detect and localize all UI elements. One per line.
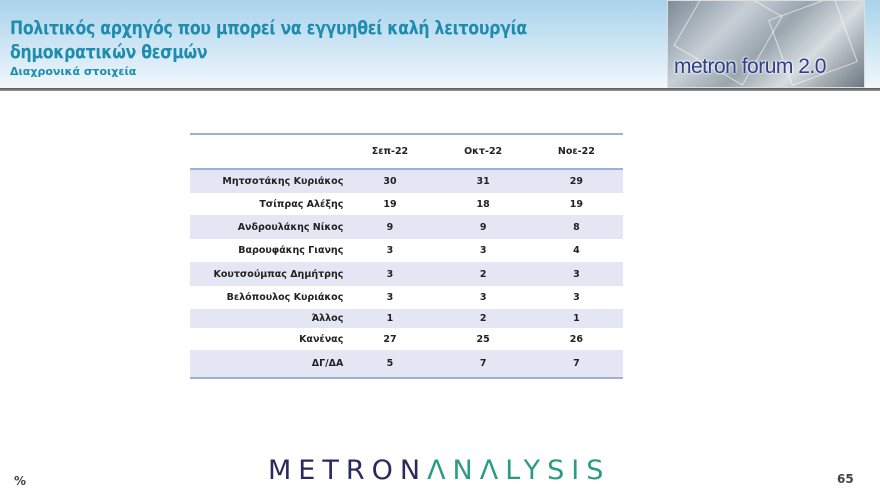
cell-value: 31 bbox=[476, 176, 490, 187]
cell-value: 18 bbox=[476, 198, 490, 210]
table-row bbox=[190, 239, 623, 262]
cell-value: 3 bbox=[573, 268, 580, 280]
table-row bbox=[190, 262, 623, 286]
metron-analysis-logo bbox=[268, 455, 610, 486]
cell-value: 7 bbox=[479, 358, 487, 369]
cell-value: 19 bbox=[383, 198, 397, 210]
brand-part-2: ΛNΛLYSIS bbox=[427, 455, 611, 486]
cell-value: 8 bbox=[573, 221, 580, 233]
table-header-row bbox=[190, 134, 623, 169]
cell-value: 3 bbox=[573, 292, 580, 303]
cell-value: 9 bbox=[386, 221, 394, 233]
column-header: Οκτ-22 bbox=[464, 146, 503, 157]
table-row bbox=[190, 350, 623, 378]
cell-value: 27 bbox=[383, 333, 397, 345]
row-label: ΔΓ/ΔΑ bbox=[311, 358, 344, 369]
cell-value: 25 bbox=[476, 333, 490, 345]
cell-value: 4 bbox=[573, 245, 580, 256]
cell-value: 3 bbox=[386, 268, 394, 280]
title-line-1: Πολιτικός αρχηγός που μπορεί να εγγυηθεί καλή λειτουργία bbox=[10, 17, 527, 39]
cell-value: 1 bbox=[386, 313, 394, 324]
cell-value: 2 bbox=[479, 268, 487, 280]
row-label: Κουτσούμπας Δημήτρης bbox=[213, 268, 344, 280]
table-row bbox=[190, 169, 623, 193]
table-row bbox=[190, 286, 623, 309]
page-number: 65 bbox=[837, 472, 854, 486]
cell-value: 30 bbox=[383, 176, 397, 187]
cell-value: 9 bbox=[479, 221, 487, 233]
column-header: Σεπ-22 bbox=[371, 146, 409, 157]
cell-value: 3 bbox=[479, 245, 487, 256]
row-label: Βελόπουλος Κυριάκος bbox=[226, 292, 344, 303]
row-label: Βαρουφάκης Γιανης bbox=[238, 245, 344, 256]
unit-label: % bbox=[14, 474, 27, 488]
row-label: Άλλος bbox=[311, 313, 344, 324]
page-subtitle: Διαχρονικά στοιχεία bbox=[10, 65, 137, 78]
cell-value: 3 bbox=[386, 245, 394, 256]
row-label: Κανένας bbox=[299, 333, 344, 345]
title-line-2: δημοκρατικών θεσμών bbox=[10, 41, 208, 63]
table-row bbox=[190, 193, 623, 215]
cell-value: 19 bbox=[569, 198, 583, 210]
cell-value: 26 bbox=[569, 333, 583, 345]
cell-value: 3 bbox=[479, 292, 487, 303]
row-label: Ανδρουλάκης Νίκος bbox=[237, 221, 344, 233]
row-label: Μητσοτάκης Κυριάκος bbox=[222, 176, 344, 187]
cell-value: 7 bbox=[573, 358, 580, 369]
row-label: Τσίπρας Αλέξης bbox=[259, 198, 344, 210]
metron-forum-logo bbox=[667, 0, 865, 88]
logo-text: metron forum 2.0 bbox=[674, 55, 826, 78]
header-divider bbox=[0, 88, 880, 91]
cell-value: 3 bbox=[386, 292, 394, 303]
page-title bbox=[10, 16, 527, 64]
cell-value: 1 bbox=[573, 313, 580, 324]
table-row bbox=[190, 215, 623, 239]
cell-value: 2 bbox=[479, 313, 487, 324]
table-row bbox=[190, 309, 623, 328]
cell-value: 5 bbox=[386, 358, 394, 369]
column-header: Νοε-22 bbox=[557, 146, 595, 157]
cell-value: 29 bbox=[569, 176, 583, 187]
brand-part-1: METRON bbox=[268, 455, 428, 486]
results-table bbox=[190, 133, 623, 379]
table-row bbox=[190, 328, 623, 350]
